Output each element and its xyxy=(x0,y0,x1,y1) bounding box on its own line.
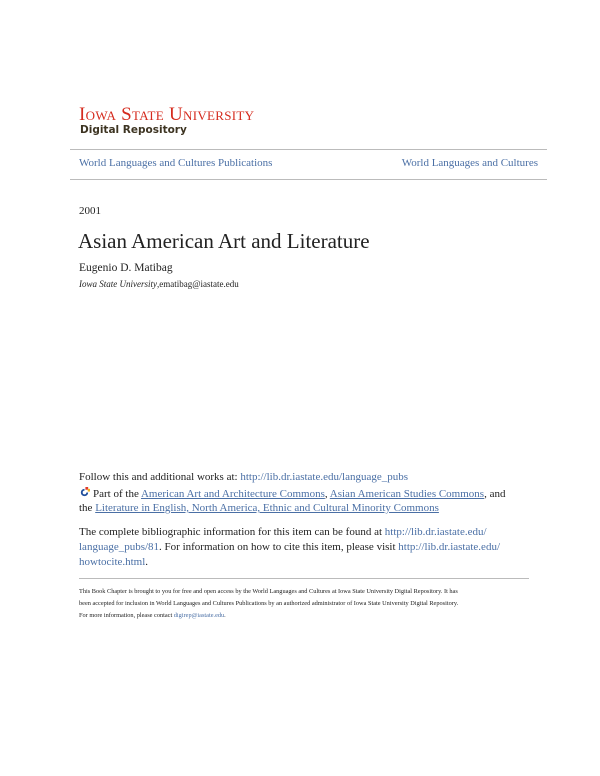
biblio-line-3 xyxy=(79,556,148,568)
footnote-line-1: This Book Chapter is brought to you for free and open access by the World Languages and Cultures at Iowa State University Digital Repository. It has xyxy=(79,588,458,595)
author-name: Eugenio D. Matibag xyxy=(79,262,173,274)
author-email: ematibag@iastate.edu xyxy=(159,279,239,289)
howtocite-link-cont[interactable]: howtocite.html xyxy=(79,556,146,568)
follow-link[interactable]: http://lib.dr.iastate.edu/language_pubs xyxy=(240,471,409,483)
collection-link[interactable]: World Languages and Cultures Publications xyxy=(79,157,273,169)
divider xyxy=(70,179,547,180)
item-link[interactable]: http://lib.dr.iastate.edu/ xyxy=(384,526,487,538)
biblio-line-1 xyxy=(79,526,487,538)
howtocite-link[interactable]: http://lib.dr.iastate.edu/ xyxy=(398,541,500,553)
follow-line xyxy=(79,471,408,483)
commons-link-art[interactable]: American Art and Architecture Commons xyxy=(140,488,325,500)
contact-text: For more information, please contact xyxy=(79,612,174,619)
footnote-line-2: been accepted for inclusion in World Languages and Cultures Publications by an authorized administrator of Iowa State University Digital Repository. xyxy=(79,600,459,607)
follow-label: Follow this and additional works at: xyxy=(79,471,241,483)
logo-repository: Digital Repository xyxy=(80,124,187,136)
publication-year: 2001 xyxy=(79,205,101,217)
document-title: Asian American Art and Literature xyxy=(78,229,370,253)
biblio-text: The complete bibliographic information for this item can be found at xyxy=(79,526,385,538)
part-of-line xyxy=(79,487,505,500)
the-text: the xyxy=(79,502,96,514)
contact-email-link[interactable]: digirep@iastate.edu xyxy=(173,612,225,619)
logo-university: Iowa State University xyxy=(79,104,255,125)
cite-text: . For information on how to cite this item, please visit xyxy=(159,541,399,553)
and-text: , and xyxy=(484,488,506,500)
period: . xyxy=(145,556,149,568)
divider xyxy=(70,149,547,150)
department-link[interactable]: World Languages and Cultures xyxy=(401,157,538,169)
item-link-cont[interactable]: language_pubs/81 xyxy=(79,541,160,553)
commons-network-icon xyxy=(79,487,90,498)
divider xyxy=(79,578,529,579)
footnote-line-3 xyxy=(79,612,226,619)
period: . xyxy=(224,612,226,619)
part-of-label: Part of the xyxy=(93,488,141,500)
part-of-line-2 xyxy=(79,502,439,514)
separator: , xyxy=(324,488,330,500)
commons-link-asian-american[interactable]: Asian American Studies Commons xyxy=(329,488,485,500)
biblio-line-2 xyxy=(79,541,500,553)
affiliation: Iowa State University xyxy=(79,279,157,289)
author-affiliation: Iowa State University,ematibag@iastate.edu xyxy=(79,279,239,289)
commons-link-literature[interactable]: Literature in English, North America, Ethnic and Cultural Minority Commons xyxy=(95,502,439,514)
